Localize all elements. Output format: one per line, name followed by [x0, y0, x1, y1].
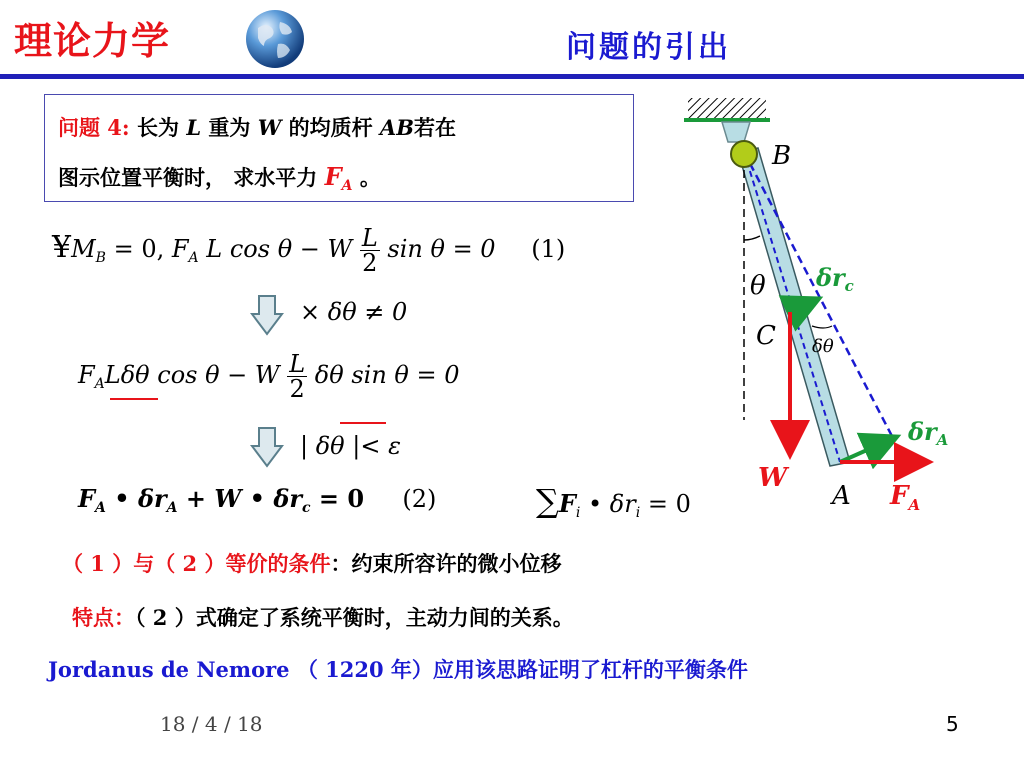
label-theta: θ [750, 271, 766, 301]
rod-AB [738, 148, 850, 466]
label-W: W [758, 463, 788, 493]
sum-equation: $\sum F_i$ • $\delta r_i = 0$ [536, 482, 691, 521]
problem-label: 问题 4: [58, 115, 130, 140]
footer-date: 18 / 4 / 18 [160, 712, 263, 736]
support-bracket [722, 122, 750, 142]
underline-red-2 [340, 422, 386, 424]
ceiling-hatch [688, 98, 766, 118]
globe-icon [244, 8, 306, 70]
equation-2: $F_A$ • $\delta r_A + W$ • $\delta r_c = 0$ (2) [78, 484, 437, 516]
label-dtheta: δθ [812, 336, 834, 357]
pin-B [731, 141, 757, 167]
label-delta-rc: $\delta r_c$ [816, 263, 854, 295]
slide-title: 问题的引出 [566, 30, 731, 65]
rod-diagram [640, 90, 1024, 530]
down-arrow-icon [250, 294, 284, 336]
dtheta-arc [812, 326, 832, 328]
header-divider [0, 74, 1024, 79]
note-characteristic: 特点：（ 2 ）式确定了系统平衡时，主动力间的关系。 [72, 605, 574, 630]
theta-arc [744, 236, 760, 240]
delta-rA-arrow [840, 438, 894, 462]
label-FA: $F_A$ [890, 481, 921, 514]
note-equivalence: （ 1 ）与（ 2 ）等价的条件：约束所容许的微小位移 [62, 551, 562, 576]
step-multiply-dtheta: × δθ ≠ 0 [300, 298, 408, 326]
fraction-L-over-2-b: $\frac{L}{2}$ [289, 350, 306, 403]
problem-line-2: 图示位置平衡时， 求水平力 $F_A$ 。 [58, 162, 381, 194]
equation-1: $¥M_B = 0$, $F_A$ L cos θ − W $\frac{L}{2}$ sin θ = 0 (1) [52, 224, 566, 277]
course-logo-text: 理论力学 [14, 19, 171, 63]
label-B: B [772, 141, 792, 171]
fraction-L-over-2: $\frac{L}{2}$ [361, 224, 378, 277]
label-A: A [832, 481, 851, 511]
underline-red-1 [110, 398, 158, 400]
problem-line-1: 问题 4: 长为 L 重为 W 的均质杆 AB若在 [58, 115, 456, 140]
note-history: Jordanus de Nemore （ 1220 年）应用该思路证明了杠杆的平衡条件 [48, 657, 748, 682]
step-small-dtheta: | δθ |< ε [300, 432, 401, 460]
label-delta-rA: $\delta r_A$ [908, 417, 949, 449]
equation-virtual-work: $F_AL\delta\theta$ cos θ − W $\frac{L}{2}$ δθ sin θ = 0 [78, 350, 460, 403]
page-number: 5 [946, 712, 959, 736]
label-C: C [756, 321, 776, 351]
down-arrow-icon [250, 426, 284, 468]
